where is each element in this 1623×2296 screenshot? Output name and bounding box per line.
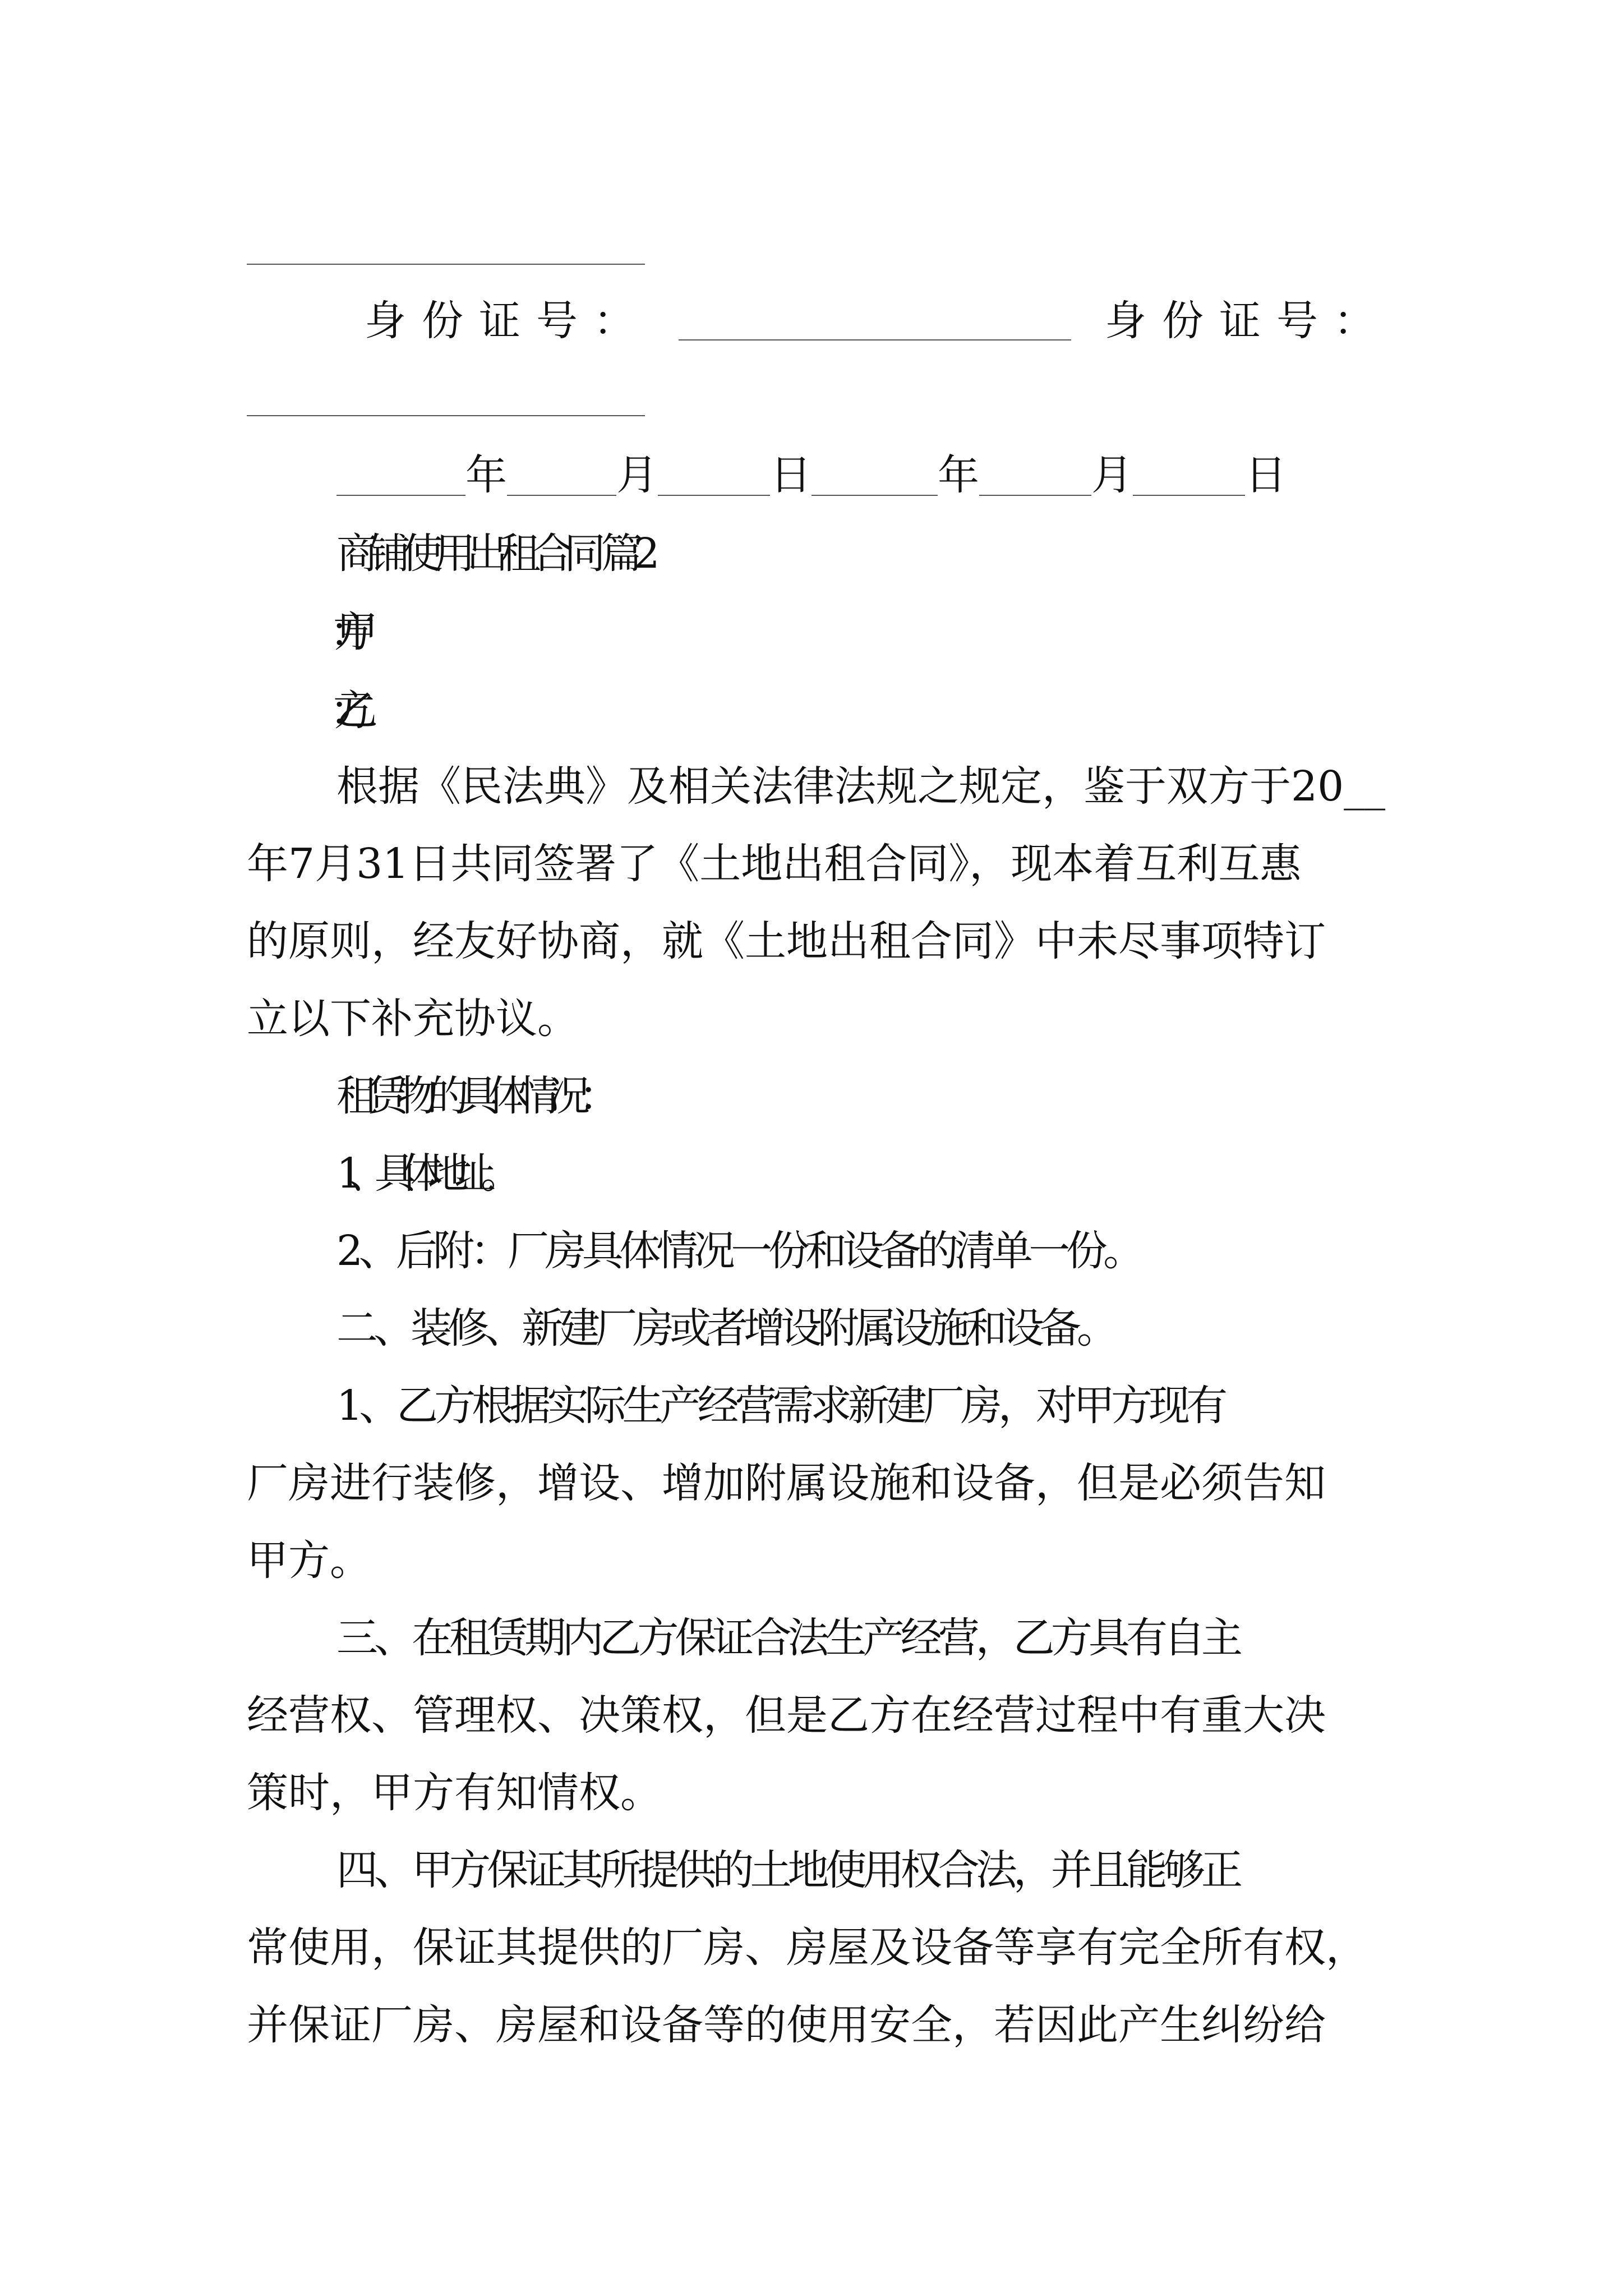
section-4-line-2: 常使用，保证其提供的厂房、房屋及设备等享有完全所有权， (247, 1924, 1367, 1972)
section-2-item-1-line-1: 1、乙方根据实际生产经营需求新建厂房，对甲方现有 (336, 1382, 1224, 1430)
section-title: 商铺使用出租合同 篇2 (336, 530, 651, 578)
section-2-heading: 二、装修、新建厂房或者增设附属设施和设备。 (336, 1304, 1114, 1352)
section-3-line-2: 经营权、管理权、决策权，但是乙方在经营过程中有重大决 (247, 1691, 1326, 1740)
section-3-line-3: 策时，甲方有知情权。 (247, 1769, 662, 1817)
year-unit-left: 年 (465, 451, 507, 499)
party-a-label (336, 611, 1481, 653)
intro-paragraph-line-4: 立以下补充协议。 (247, 995, 579, 1043)
id-number-blank-right (247, 415, 645, 416)
lease-item-heading: 租赁物的具体情况： (336, 1072, 609, 1120)
section-2-item-1-line-3: 甲方。 (247, 1536, 371, 1585)
section-4-line-1: 四、甲方保证其所提供的土地使用权合法，并且能够正 (336, 1846, 1239, 1894)
intro-paragraph-line-3: 的原则，经友好协商，就《土地出租合同》中未尽事项特订 (247, 917, 1326, 965)
day-unit-left: 日 (770, 451, 811, 499)
intro-paragraph-line-2: 年7月31日共同签署了《土地出租合同》，现本着互利互惠 (247, 840, 1302, 888)
section-2-item-1-line-2: 厂房进行装修，增设、增加附属设施和设备，但是必须告知 (247, 1459, 1326, 1507)
lease-item-2: 2、后附：厂房具体情况一份和设备的清单一份。 (336, 1227, 1141, 1275)
id-label-right: 身份证号： (1105, 297, 1391, 345)
intro-paragraph-line-1: 根据《民法典》及相关法律法规之规定，鉴于双方于20__ (336, 762, 1386, 811)
id-label-left: 身份证号： (365, 297, 651, 345)
month-unit-right: 月 (1091, 451, 1133, 499)
section-3-line-1: 三、在租赁期内乙方保证合法生产经营，乙方具有自主 (336, 1614, 1239, 1662)
year-blank-right (811, 457, 938, 496)
signature-blank-line-top (247, 264, 645, 265)
signature-date-row (336, 451, 1287, 499)
month-blank-right (979, 457, 1091, 496)
party-b-label (336, 690, 1481, 731)
day-unit-right: 日 (1245, 451, 1287, 499)
day-blank-right (1133, 457, 1245, 496)
month-blank-left (507, 457, 616, 496)
id-number-blank-left (679, 339, 1071, 341)
year-unit-right: 年 (938, 451, 979, 499)
month-unit-left: 月 (616, 451, 658, 499)
section-4-line-3: 并保证厂房、房屋和设备等的使用安全，若因此产生纠纷给 (247, 2001, 1326, 2049)
day-blank-left (658, 457, 770, 496)
year-blank-left (336, 457, 465, 496)
lease-item-1: 1、具体地址。 (336, 1149, 508, 1198)
